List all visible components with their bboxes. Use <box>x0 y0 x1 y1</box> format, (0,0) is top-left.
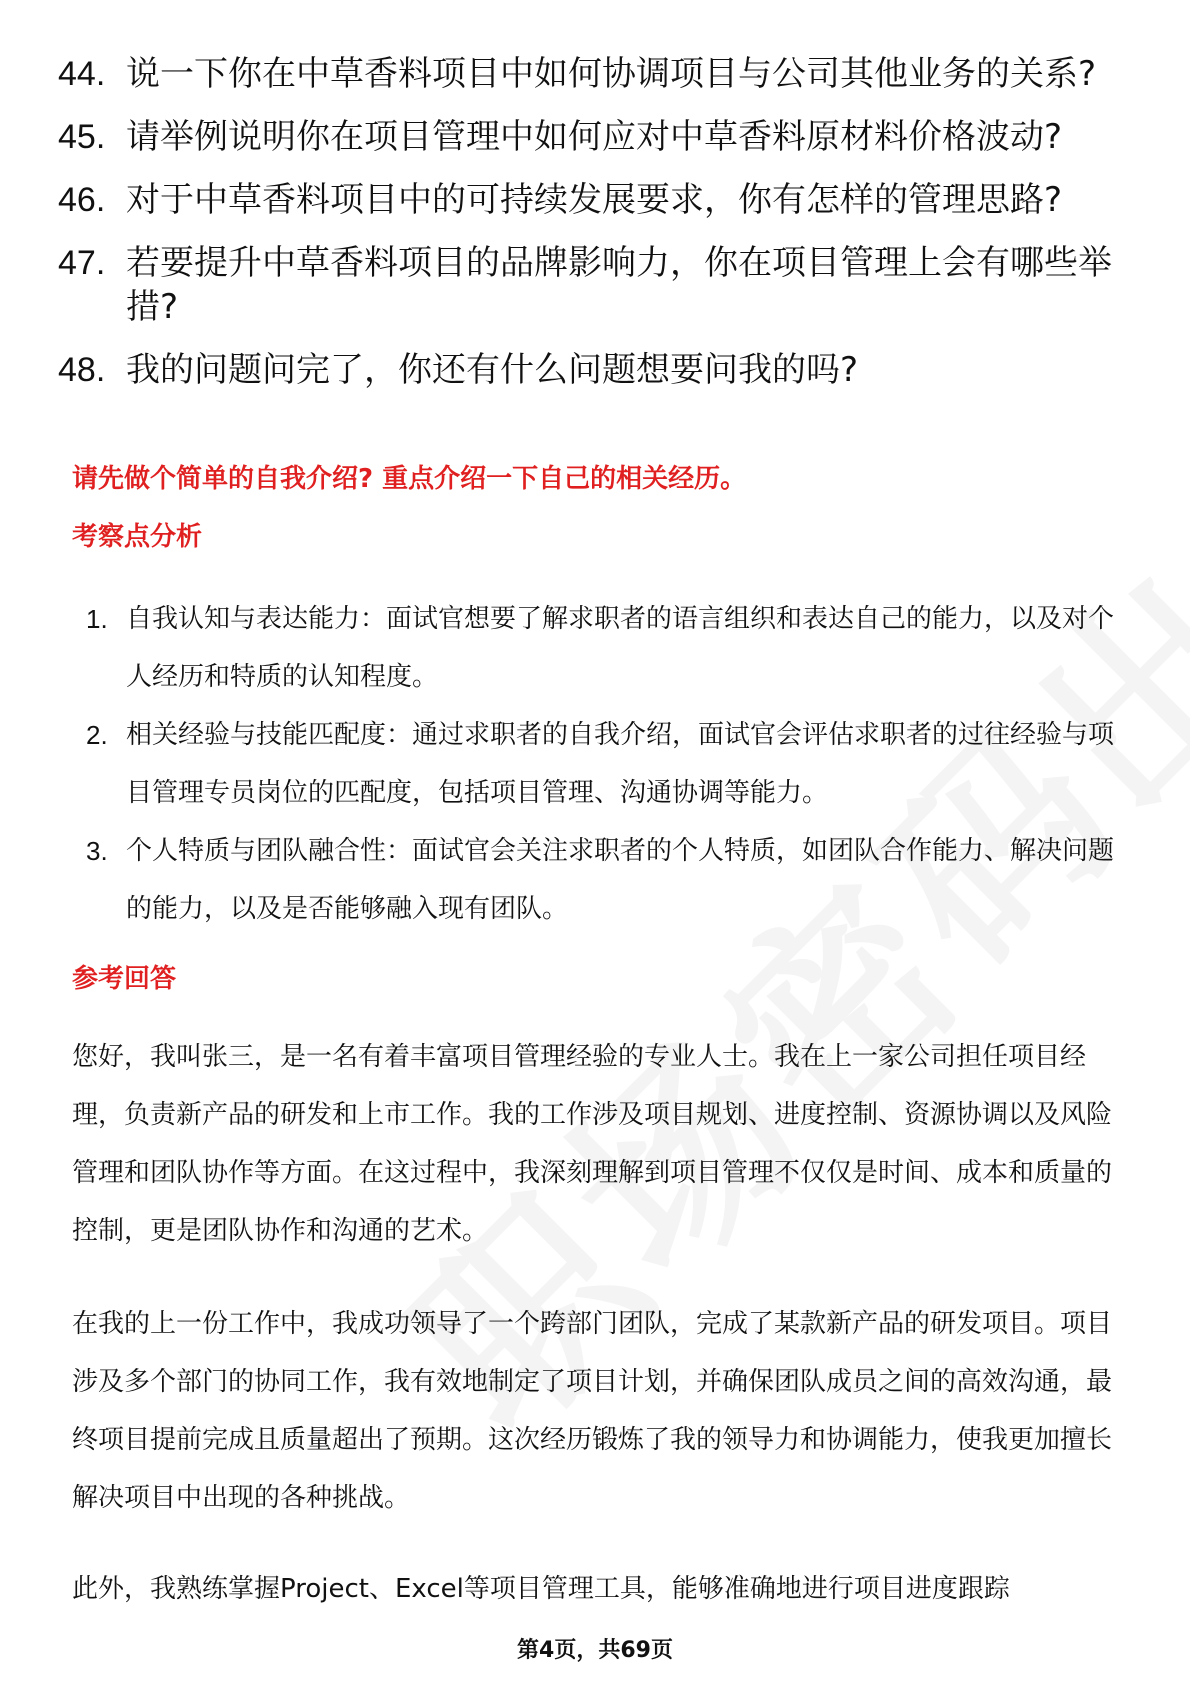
list-item <box>86 706 1126 822</box>
question-number: 47. <box>58 244 106 282</box>
analysis-text: 自我认知与表达能力：面试官想要了解求职者的语言组织和表达自己的能力，以及对个人经历和特质的认知程度。 <box>126 604 1115 692</box>
question-number: 44. <box>58 55 106 93</box>
question-text: 我的问题问完了，你还有什么问题想要问我的吗? <box>126 350 859 390</box>
page-footer: 第4页，共69页 <box>517 1638 673 1663</box>
list-item <box>58 52 1128 96</box>
question-text: 对于中草香料项目中的可持续发展要求，你有怎样的管理思路? <box>126 180 1063 220</box>
question-text: 若要提升中草香料项目的品牌影响力，你在项目管理上会有哪些举措? <box>126 243 1112 327</box>
question-number: 48. <box>58 351 106 389</box>
answer-paragraph: 在我的上一份工作中，我成功领导了一个跨部门团队，完成了某款新产品的研发项目。项目涉及多个部门的协同工作，我有效地制定了项目计划，并确保团队成员之间的高效沟通，最终项目提前完成且质量超出了预期。这次经历锻炼了我的领导力和协调能力，使我更加擅长解决项目中出现的各种挑战。 <box>72 1309 1113 1513</box>
analysis-heading: 考察点分析 <box>72 522 203 552</box>
analysis-number: 1. <box>86 604 108 634</box>
question-number: 45. <box>58 118 106 156</box>
list-item <box>58 348 1128 392</box>
analysis-text: 个人特质与团队融合性：面试官会关注求职者的个人特质，如团队合作能力、解决问题的能力，以及是否能够融入现有团队。 <box>126 836 1115 924</box>
list-item <box>58 178 1128 222</box>
list-item <box>58 241 1128 329</box>
answer-heading: 参考回答 <box>72 964 177 994</box>
answer-paragraph: 此外，我熟练掌握Project、Excel等项目管理工具，能够准确地进行项目进度跟踪 <box>72 1574 1010 1604</box>
question-number: 46. <box>58 181 106 219</box>
list-item <box>86 590 1126 706</box>
analysis-number: 2. <box>86 720 108 750</box>
list-item <box>86 822 1126 938</box>
question-text: 请举例说明你在项目管理中如何应对中草香料原材料价格波动? <box>126 117 1063 157</box>
list-item <box>58 115 1128 159</box>
analysis-number: 3. <box>86 836 108 866</box>
analysis-text: 相关经验与技能匹配度：通过求职者的自我介绍，面试官会评估求职者的过往经验与项目管理专员岗位的匹配度，包括项目管理、沟通协调等能力。 <box>126 720 1115 808</box>
answer-paragraph: 您好，我叫张三，是一名有着丰富项目管理经验的专业人士。我在上一家公司担任项目经理，负责新产品的研发和上市工作。我的工作涉及项目规划、进度控制、资源协调以及风险管理和团队协作等方面。在这过程中，我深刻理解到项目管理不仅仅是时间、成本和质量的控制，更是团队协作和沟通的艺术。 <box>72 1042 1113 1246</box>
question-heading: 请先做个简单的自我介绍? 重点介绍一下自己的相关经历。 <box>72 464 747 494</box>
question-list <box>58 52 1128 411</box>
analysis-list <box>86 590 1126 938</box>
question-text: 说一下你在中草香料项目中如何协调项目与公司其他业务的关系? <box>126 54 1097 94</box>
